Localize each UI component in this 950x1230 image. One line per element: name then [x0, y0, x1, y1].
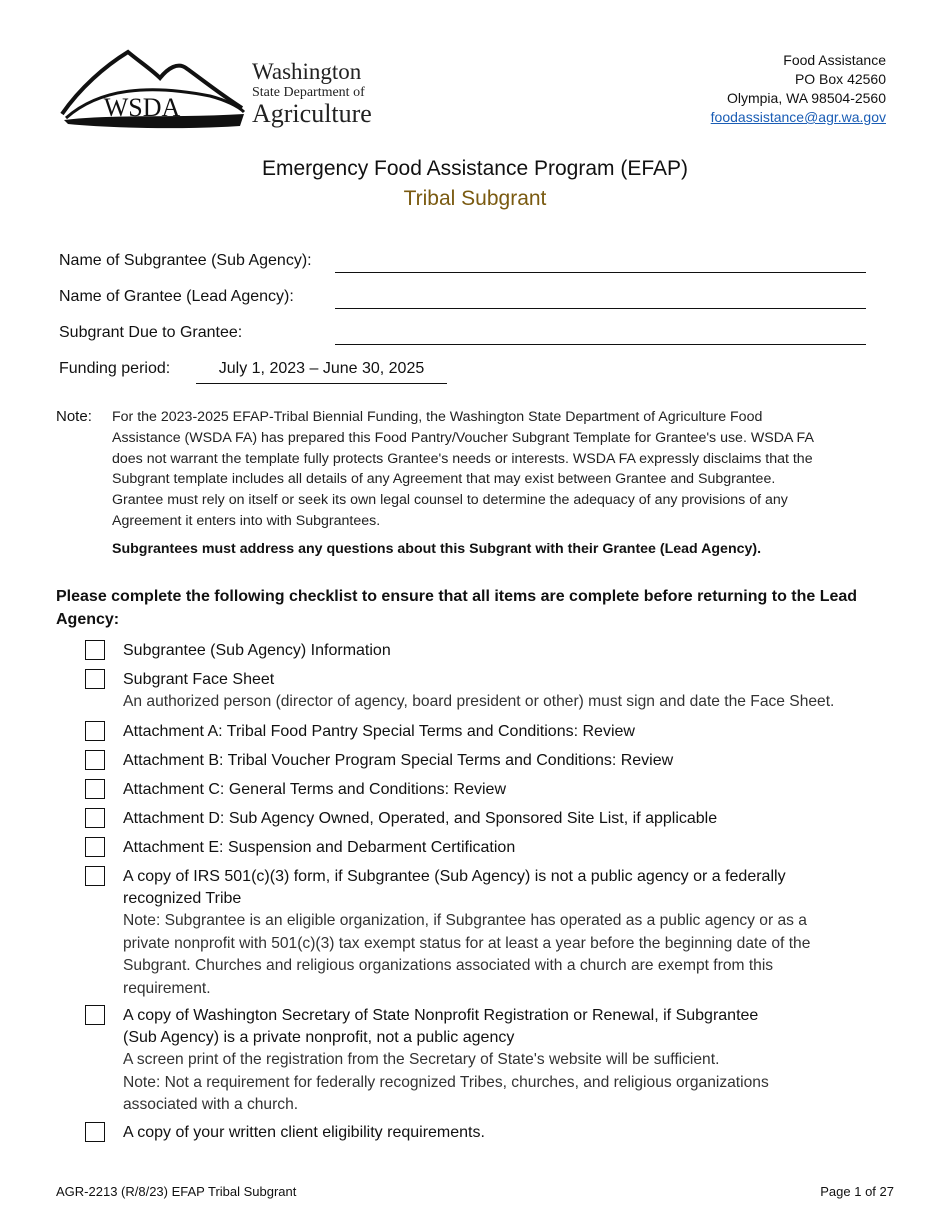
page-title: Emergency Food Assistance Program (EFAP): [262, 157, 688, 180]
contact-org: Food Assistance: [783, 52, 886, 68]
checklist-item-title: Attachment A: Tribal Food Pantry Special Terms and Conditions: Review: [123, 723, 635, 740]
checklist-heading-line: Please complete the following checklist to ensure that all items are complete before returning to the Lead: [56, 588, 858, 605]
checklist-item-title: Attachment C: General Terms and Conditions: Review: [123, 781, 506, 798]
contact-email-link[interactable]: foodassistance@agr.wa.gov: [710, 109, 886, 125]
checkbox[interactable]: [85, 1005, 105, 1025]
contact-city: Olympia, WA 98504-2560: [726, 90, 886, 106]
note-label-colon: :: [87, 408, 92, 425]
note-bold-instruction: Subgrantees must address any questions about this Subgrant with their Grantee (Lead Agency).: [112, 541, 762, 557]
checklist-item-title: A copy of your written client eligibility requirements.: [123, 1124, 485, 1141]
checkbox[interactable]: [85, 779, 105, 799]
note-label-text: Note: [56, 408, 88, 425]
checklist-item-title-line: (Sub Agency) is a private nonprofit, not a public agency: [123, 1029, 515, 1046]
note-body: [112, 407, 892, 532]
wsda-logo: [60, 48, 380, 130]
funding-period-label: Funding period:: [59, 360, 171, 377]
desc-line: requirement.: [123, 979, 211, 997]
funding-period-value: July 1, 2023 – June 30, 2025: [196, 360, 447, 384]
checklist-item-title: Attachment D: Sub Agency Owned, Operated, and Sponsored Site List, if applicable: [123, 810, 718, 827]
subgrant-due-field[interactable]: [335, 344, 866, 345]
logo-line-washington: Washington: [252, 59, 362, 84]
checklist-heading: [56, 585, 896, 631]
desc-line: Note: Not a requirement for federally recognized Tribes, churches, and religious organizations: [123, 1073, 769, 1091]
note-label: [56, 408, 92, 425]
desc-line: Subgrant. Churches and religious organizations associated with a church are exempt from this: [123, 957, 774, 974]
checkbox[interactable]: [85, 808, 105, 828]
subgrantee-name-field[interactable]: [335, 272, 866, 273]
subgrantee-name-label: Name of Subgrantee (Sub Agency):: [59, 252, 312, 269]
footer-form-id: AGR-2213 (R/8/23) EFAP Tribal Subgrant: [56, 1184, 297, 1199]
grantee-name-field[interactable]: [335, 308, 866, 309]
checklist-item-title: [123, 866, 843, 910]
contact-po-box: PO Box 42560: [794, 71, 886, 87]
checklist-item-desc: [123, 1049, 903, 1117]
logo-line-state-dept: State Department of: [252, 85, 365, 100]
checklist-item-title: Subgrantee (Sub Agency) Information: [123, 642, 391, 659]
checkbox[interactable]: [85, 837, 105, 857]
checklist-item-desc: [123, 910, 903, 1000]
grantee-name-label: Name of Grantee (Lead Agency):: [59, 288, 294, 305]
checklist-heading-line: Agency:: [56, 611, 120, 628]
checklist-item-title: [123, 1005, 843, 1049]
checkbox[interactable]: [85, 721, 105, 741]
note-line: For the 2023-2025 EFAP-Tribal Biennial Funding, the Washington State Department of Agriculture Food: [112, 409, 763, 425]
desc-line: Note: Subgrantee is an eligible organization, if Subgrantee has operated as a public agency or as a: [123, 912, 807, 929]
logo-badge-text: WSDA: [103, 93, 181, 122]
checklist-item-title-line: A copy of Washington Secretary of State Nonprofit Registration or Renewal, if Subgrantee: [123, 1007, 759, 1024]
checkbox[interactable]: [85, 1122, 105, 1142]
note-line: Grantee must rely on itself or seek its own legal counsel to determine the adequacy of any provisions of any: [112, 492, 788, 509]
note-line: Subgrant template includes all details of any Agreement that may exist between Grantee and Subgrantee.: [112, 471, 776, 488]
checkbox[interactable]: [85, 640, 105, 660]
logo-line-agriculture: Agriculture: [252, 99, 372, 128]
mountain-logo-icon: [60, 48, 250, 130]
page-subtitle: Tribal Subgrant: [403, 187, 547, 210]
desc-line: private nonprofit with 501(c)(3) tax exempt status for at least a year before the beginning date of the: [123, 934, 811, 952]
checklist-item-title: Attachment E: Suspension and Debarment Certification: [123, 839, 516, 856]
note-line: does not warrant the template fully protects Grantee's needs or interests. WSDA FA expressly disclaims that the: [112, 450, 813, 467]
checkbox[interactable]: [85, 669, 105, 689]
note-line: Assistance (WSDA FA) has prepared this Food Pantry/Voucher Subgrant Template for Grantee's use. WSDA FA: [112, 429, 814, 446]
checklist-item-title: Subgrant Face Sheet: [123, 671, 275, 688]
desc-line: A screen print of the registration from the Secretary of State's website will be sufficient.: [123, 1051, 720, 1068]
checklist-item-desc: An authorized person (director of agency, board president or other) must sign and date the Face Sheet.: [123, 693, 835, 710]
logo-wordmark: [252, 60, 372, 127]
note-line: Agreement it enters into with Subgrantees.: [112, 512, 381, 529]
checklist-item-title-line: recognized Tribe: [123, 890, 242, 907]
checkbox[interactable]: [85, 750, 105, 770]
desc-line: associated with a church.: [123, 1096, 299, 1113]
checklist-item-title: Attachment B: Tribal Voucher Program Special Terms and Conditions: Review: [123, 752, 674, 769]
footer-page-number: Page 1 of 27: [820, 1184, 894, 1199]
subgrant-due-label: Subgrant Due to Grantee:: [59, 324, 243, 341]
checklist-item-title-line: A copy of IRS 501(c)(3) form, if Subgrantee (Sub Agency) is not a public agency or a federally: [123, 868, 786, 885]
contact-block: [711, 51, 886, 127]
checkbox[interactable]: [85, 866, 105, 886]
